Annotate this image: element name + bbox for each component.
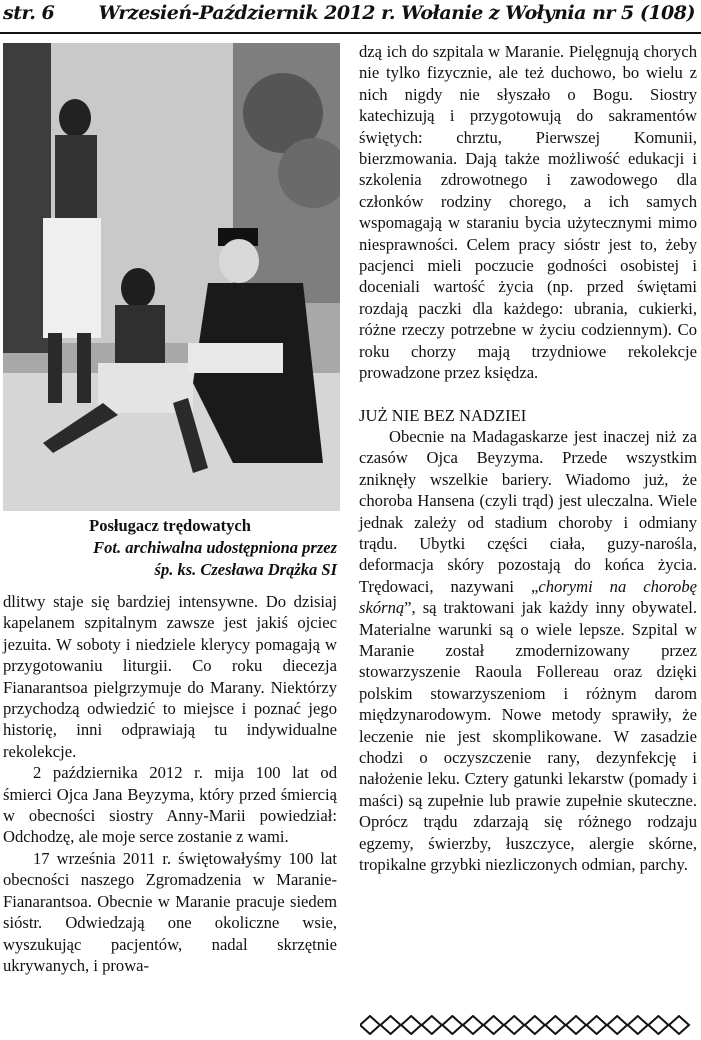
header-rule [0, 32, 701, 34]
paragraph [359, 426, 697, 876]
paragraph: 17 września 2011 r. świętowałyśmy 100 lat obecności naszego Zgromadzenia w Maranie-Fianarantsoa. Obecnie w Maranie pracuje siedem sióstr. Odwiedzają one okoliczne wsie, wyszukując pacjentów, nadal skrzętnie ukrywanych, i prowa- [3, 848, 337, 975]
paragraph-text: Obecnie na Madagaskarze jest inaczej niż za czasów Ojca Beyzyma. Przede wszystkim zniknęły wszelkie bariery. Wiadomo już, że choroba Hansena (czyli trąd) jest uleczalna. Wiele jednak zależy od stadium choroby i odmiany trądu. Ubytki części ciała, guzy-narośla, deformacja skóry pozostają do końca życia. Trędowaci, nazywani „ [359, 426, 697, 596]
issue-title: Wrzesień-Październik 2012 r. Wołanie z Wołynia nr 5 (108) [98, 2, 695, 24]
page-header [0, 0, 701, 38]
archival-photo-image [3, 43, 340, 511]
caption-title: Posługacz trędowatych [89, 516, 251, 535]
diamond-border-ornament [360, 1015, 696, 1035]
paragraph: dzą ich do szpitala w Maranie. Pielęgnują chorych nie tylko fizycznie, ale też duchowo, bo wielu z nich nigdy nie słyszało o Bogu. Siostry katechizują i przygotowują do sakramentów świętych: chrztu, Pierwszej Komunii, bierzmowania. Dają także możliwość edukacji i szkolenia zdrowotnego i zawodowego dla członków rodziny chorego, a ich samych wspomagają w staraniu bycia użytecznymi mimo niesprawności. Celem pracy sióstr jest to, żeby pacjenci mieli poczucie godności osobistej i doceniali wartość życia (np. przed świętami rozdają paczki dla każdego: ubrania, cukierki, różne rzeczy potrzebne w życiu codziennym). Co roku chorzy mają trzydniowe rekolekcje prowadzone przez księdza. [359, 42, 697, 383]
page-number: str. 6 [3, 2, 55, 24]
paragraph-text: ”, są traktowani jak każdy inny obywatel. Materialne warunki są o wiele lepsze. Szpital w Maranie został zmodernizowany przez stowarzyszenie Raoula Follereau oraz dzięki polskim stowarzyszeniom i różnym darom międzynarodowym. Nowe metody sprawiły, że leczenie nie jest skomplikowane. W zasadzie chodzi o oczyszczenie rany, dezynfekcję i nałożenie leku. Cztery gatunki lekarstw (pomady i maści) są zupełnie lub prawie zupełnie skuteczne. Oprócz trądu zdarzają się różnego rodzaju egzemy, świerzby, łuszczyce, alergie skórne, tropikalne grzybki niezliczonych odmian, parchy. [359, 598, 697, 875]
caption-credit: Fot. archiwalna udostępniona przez [93, 538, 337, 557]
emphasis-text: chorymi na chorobę skórną [359, 576, 697, 618]
right-column [359, 41, 697, 875]
paragraph: 2 października 2012 r. mija 100 lat od śmierci Ojca Jana Beyzyma, który przed śmiercią w obecności siostry Anny-Marii powiedział: Odchodzę, ale moje serce zostanie z wami. [3, 763, 337, 847]
paragraph: dlitwy staje się bardziej intensywne. Do dzisiaj kapelanem szpitalnym zawsze jest jakiś ojciec jezuita. W soboty i niedziele klerycy pomagają w przygotowaniu liturgii. Co roku diecezja Fianarantsoa pielgrzymuje do Marany. Niektórzy przychodzą odwiedzić to miejsce i poznać jego historię, inni odprawiają tu indywidualne rekolekcje. [3, 592, 337, 761]
left-column [3, 591, 337, 976]
caption-credit-name: śp. ks. Czesława Drążka SI [154, 560, 337, 579]
section-heading: JUŻ NIE BEZ NADZIEI [359, 405, 527, 425]
photo-caption [3, 515, 337, 581]
